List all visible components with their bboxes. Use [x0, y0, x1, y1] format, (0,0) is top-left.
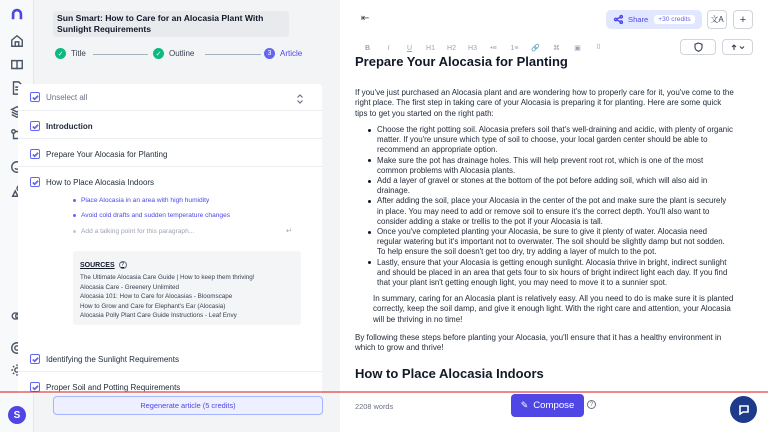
source-link[interactable]: Alocasia Care - Greenery Unlimited	[80, 283, 180, 291]
underline-button[interactable]: U	[406, 44, 413, 52]
divider	[18, 138, 322, 139]
bullet-list-button[interactable]: •≡	[490, 44, 497, 52]
source-link[interactable]: Alocasia 101: How to Care for Alocasias - Bloomscape	[80, 293, 233, 300]
h1-button[interactable]: H1	[426, 44, 435, 52]
compose-button[interactable]: ✎ Compose	[511, 394, 584, 417]
export-button[interactable]	[722, 39, 753, 55]
share-button[interactable]: Share +30 credits	[606, 10, 702, 29]
list-item: Make sure the pot has drainage holes. This will help prevent root rot, which is one of the most common problems with Alocasia plants.	[368, 156, 733, 176]
avatar[interactable]: S	[8, 406, 26, 424]
regenerate-article-button[interactable]: Regenerate article (5 credits)	[53, 396, 323, 415]
credits-badge: +30 credits	[654, 15, 694, 24]
book-icon[interactable]	[9, 57, 25, 73]
source-link[interactable]: Alocasia Polly Plant Care Guide Instructions - Leaf Envy	[80, 312, 237, 319]
checkbox[interactable]	[30, 92, 40, 102]
share-icon	[614, 15, 623, 24]
word-count: 2208 words	[355, 402, 394, 411]
section-heading: Prepare Your Alocasia for Planting	[355, 54, 568, 69]
sources-box	[73, 251, 301, 325]
wizard-steps	[55, 48, 335, 62]
editor-pane	[340, 0, 768, 432]
step-number: 3	[264, 48, 275, 59]
chat-launcher[interactable]	[730, 396, 757, 423]
outline-card	[18, 84, 322, 394]
check-icon: ✓	[153, 48, 164, 59]
wand-icon: ✎	[520, 400, 529, 410]
bold-button[interactable]: B	[364, 44, 371, 52]
talking-point-input[interactable]: Add a talking point for this paragraph...	[73, 228, 194, 235]
check-icon: ✓	[55, 48, 66, 59]
talking-point[interactable]: Avoid cold drafts and sudden temperature changes	[73, 212, 230, 219]
step-connector	[93, 54, 148, 55]
bullet-list	[368, 125, 733, 288]
home-icon[interactable]	[9, 33, 25, 49]
list-item: Choose the right potting soil. Alocasia prefers soil that's well-draining and acidic, with plenty of organic matter. If you're unsure which type of soil to choose, your local garden center should be able to recommend an appropriate option.	[368, 125, 733, 156]
outline-item-place-indoors[interactable]: How to Place Alocasia Indoors	[30, 177, 154, 187]
format-toolbar	[357, 42, 609, 54]
link-button[interactable]: 🔗	[531, 45, 540, 52]
chevron-updown-icon[interactable]	[296, 94, 304, 104]
enter-icon: ↵	[286, 228, 292, 235]
outline-item-sunlight[interactable]: Identifying the Sunlight Requirements	[30, 354, 179, 364]
shield-button[interactable]	[680, 39, 716, 55]
help-icon[interactable]: ?	[119, 261, 127, 269]
outline-item-soil[interactable]: Proper Soil and Potting Requirements	[30, 382, 180, 392]
image-button[interactable]: ▣	[574, 45, 581, 52]
summary-paragraph: In summary, caring for an Alocasia plant is relatively easy. All you need to do is make sure it is planted correctly, keep the soil damp, and give it enough light. With the right care and attention, your Alocasia will be thriving in no time!	[373, 294, 734, 324]
source-link[interactable]: How to Grow and Care for Elephant's Ear (Alocasia)	[80, 302, 226, 310]
source-link[interactable]: The Ultimate Alocasia Care Guide | How to keep them thriving!	[80, 274, 255, 281]
step-title[interactable]: ✓ Title	[55, 48, 86, 59]
step-outline[interactable]: ✓ Outline	[153, 48, 194, 59]
outline-item-introduction[interactable]: Introduction	[30, 121, 93, 131]
table-button[interactable]: ⌷	[596, 44, 601, 51]
document-body[interactable]	[355, 54, 741, 402]
embed-button[interactable]: ⌘	[553, 45, 560, 52]
add-button[interactable]: +	[733, 10, 753, 29]
translate-button[interactable]: 文A	[707, 10, 727, 29]
logo-icon[interactable]	[9, 6, 25, 22]
step-connector	[205, 54, 261, 55]
list-item: After adding the soil, place your Alocasia in the center of the pot and make sure the plant is securely in place. You may need to add or remove soil to ensure it's the correct depth. You'll also want to consider adding a stake or trellis to the pot if your Alocasia is tall.	[368, 196, 733, 227]
unselect-all-row[interactable]: Unselect all	[30, 92, 87, 102]
h3-button[interactable]: H3	[468, 44, 477, 52]
progress-line	[0, 391, 768, 393]
list-item: Once you've completed planting your Alocasia, be sure to give it plenty of water. Alocasia need regular watering but it's important not to overwater. The soil should be slightly damp but not sodden. To help ensure the soil doesn't get too dry, try adding a layer of mulch to the pot.	[368, 227, 733, 258]
divider	[18, 110, 322, 111]
collapse-panel-icon[interactable]: ⇤	[361, 13, 370, 24]
paragraph: By following these steps before planting your Alocasia, you'll ensure that it has a healthy environment in which to grow and thrive!	[355, 333, 722, 353]
section-heading: How to Place Alocasia Indoors	[355, 366, 544, 381]
outline-item-prepare[interactable]: Prepare Your Alocasia for Planting	[30, 149, 167, 159]
h2-button[interactable]: H2	[447, 44, 456, 52]
numbered-list-button[interactable]: 1≡	[510, 44, 519, 52]
checkbox[interactable]	[30, 177, 40, 187]
sources-heading: SOURCES ?	[80, 261, 294, 269]
article-title[interactable]: Sun Smart: How to Care for an Alocasia Plant With Sunlight Requirements	[53, 11, 289, 37]
checkbox[interactable]	[30, 149, 40, 159]
italic-button[interactable]: I	[387, 44, 390, 52]
export-icon	[731, 43, 745, 52]
list-item: Lastly, ensure that your Alocasia is getting enough sunlight. Alocasia thrive in bright, indirect sunlight and should be placed in an area that gets four to six hours of bright indirect light each day. If you find that your plant isn't getting enough light, you may need to move it to a sunnier spot.	[368, 258, 733, 289]
shield-icon	[694, 42, 703, 52]
checkbox[interactable]	[30, 121, 40, 131]
paragraph: If you've just purchased an Alocasia plant and are wondering how to properly care for it, you've come to the right place. The first step in taking care of your Alocasia is preparing it for planting. Here are some quick tips to get you started on the right path:	[355, 88, 734, 118]
step-article[interactable]: 3 Article	[264, 48, 302, 59]
divider	[18, 371, 322, 372]
checkbox[interactable]	[30, 354, 40, 364]
divider	[18, 166, 322, 167]
talking-point[interactable]: Place Alocasia in an area with high humidity	[73, 197, 209, 204]
chat-icon	[738, 404, 750, 416]
list-item: Add a layer of gravel or stones at the bottom of the pot before adding soil, which will also aid in drainage.	[368, 176, 733, 196]
help-icon[interactable]: ?	[587, 400, 596, 409]
